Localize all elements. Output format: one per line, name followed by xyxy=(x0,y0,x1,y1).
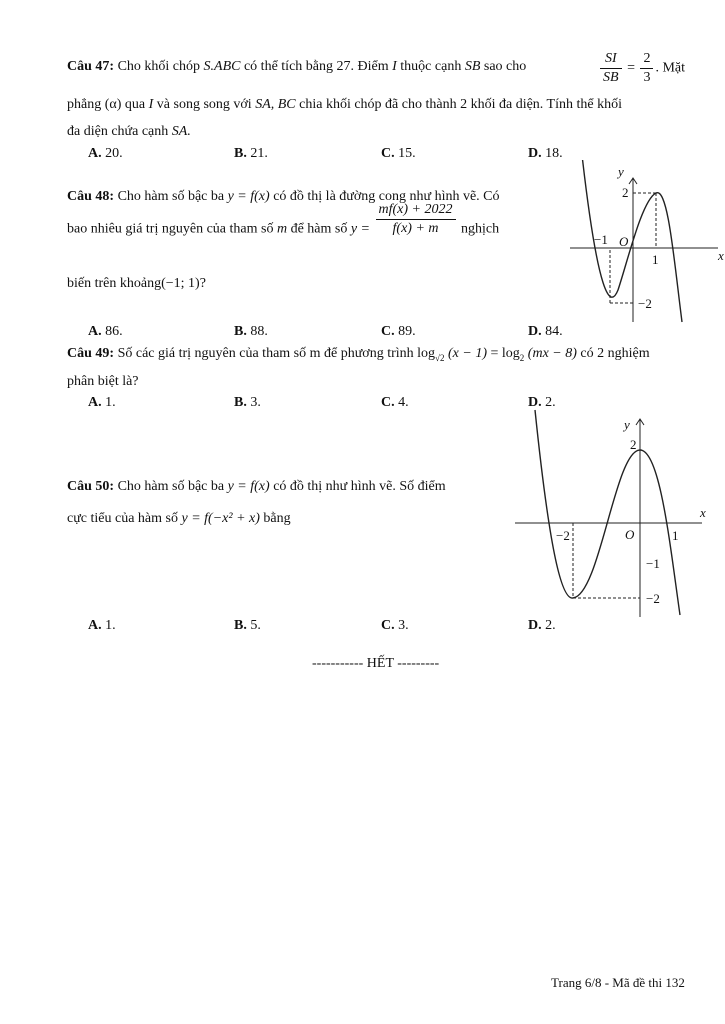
q48-graph xyxy=(570,160,725,325)
q47-text: có thể tích bằng xyxy=(243,59,333,74)
end-marker: ----------- HẾT --------- xyxy=(312,656,440,671)
q47-text: . Mặt xyxy=(655,60,686,76)
q47-edge: SA. xyxy=(171,124,191,139)
q48-tick-y-neg2: −2 xyxy=(638,296,652,311)
q49-arg-left: (x − 1) xyxy=(448,346,487,361)
q49-equation xyxy=(417,346,580,361)
q48-y-label: y xyxy=(618,164,624,179)
q49-log: = log xyxy=(490,346,520,361)
q47-text: Cho khối chóp xyxy=(117,59,201,74)
q48-line3 xyxy=(67,276,206,292)
q47-text: khối đa diện. Tính thể khối xyxy=(470,97,622,112)
q48-text: bao nhiêu giá trị nguyên của tham số xyxy=(67,221,274,237)
q50-tick-y-neg2: −2 xyxy=(646,591,660,606)
q48-option-d[interactable]: D. 84. xyxy=(528,324,563,339)
q48-option-b[interactable]: B. 88. xyxy=(234,324,268,339)
q47-text: Điểm xyxy=(357,59,389,74)
q48-label: Câu 48: xyxy=(67,189,115,204)
q50-option-a[interactable]: A. 1. xyxy=(88,618,116,633)
q48-yeq: y = xyxy=(350,221,371,237)
q47-text: chia khối chóp đã cho thành xyxy=(299,97,457,112)
q47-label: Câu 47: xyxy=(67,59,115,74)
q50-tick-x-1: 1 xyxy=(672,528,679,543)
q47-option-b[interactable]: B. 21. xyxy=(234,146,268,161)
q50-line1 xyxy=(67,479,446,495)
q50-tick-x-neg2: −2 xyxy=(556,528,570,543)
q48-text: Cho hàm số bậc ba xyxy=(117,189,225,204)
q50-line2 xyxy=(67,511,291,527)
q47-line1 xyxy=(67,59,526,75)
q47-edge: SB xyxy=(464,59,481,74)
q49-arg-right: (mx − 8) xyxy=(527,346,577,361)
q48-x-label: x xyxy=(718,248,724,263)
q49-line2 xyxy=(67,374,139,390)
q49-base-left: √2 xyxy=(435,352,445,363)
q48-origin: O xyxy=(619,234,629,249)
q50-text: Cho hàm số bậc ba xyxy=(117,479,225,494)
q47-text: qua xyxy=(124,97,146,112)
q47-option-c[interactable]: C. 15. xyxy=(381,146,416,161)
q50-text: có đồ thị như hình vẽ. Số điểm xyxy=(273,479,446,494)
q47-frac-si-sb: $\frac{SI}{SB}$ xyxy=(600,50,622,87)
q47-ratio xyxy=(598,50,685,87)
q49-text: Số các giá trị nguyên của tham số m để phương trình xyxy=(117,346,414,361)
q50-option-c[interactable]: C. 3. xyxy=(381,618,409,633)
q50-option-b[interactable]: B. 5. xyxy=(234,618,261,633)
q47-text: và song song với xyxy=(156,97,252,112)
page-footer: Trang 6/8 - Mã đề thi 132 xyxy=(551,975,685,990)
q48-tick-x-neg1: −1 xyxy=(594,232,608,247)
q47-point: I xyxy=(392,59,397,74)
q48-option-a[interactable]: A. 86. xyxy=(88,324,123,339)
q47-count: 2 xyxy=(460,97,468,112)
q47-parallel: SA, BC xyxy=(255,97,296,112)
q50-x-label: x xyxy=(700,505,706,520)
q49-line1 xyxy=(67,346,650,363)
q48-line2 xyxy=(67,202,500,238)
q49-log: log xyxy=(417,346,436,361)
q50-graph xyxy=(510,405,710,620)
q50-option-d[interactable]: D. 2. xyxy=(528,618,556,633)
q49-option-d[interactable]: D. 2. xyxy=(528,395,556,410)
q48-tick-x-1: 1 xyxy=(652,252,659,267)
q49-option-b[interactable]: B. 3. xyxy=(234,395,261,410)
q47-frac-2-3: $\frac{2}{3}$ xyxy=(640,50,653,87)
q50-curve xyxy=(535,410,680,615)
q50-tick-y-2: 2 xyxy=(630,437,637,452)
q47-text: phẳng xyxy=(67,97,102,112)
q48-text: biến trên khoảng xyxy=(67,276,162,291)
q47-equals: = xyxy=(627,60,635,76)
q47-option-d[interactable]: D. 18. xyxy=(528,146,563,161)
q48-frac: $\frac{mf(x) + 2022}{f(x) + m}$ xyxy=(376,201,456,238)
q49-option-c[interactable]: C. 4. xyxy=(381,395,409,410)
q47-text: thuộc cạnh xyxy=(400,59,462,74)
q48-interval: (−1; 1) xyxy=(161,276,200,291)
q50-text: cực tiểu của hàm số xyxy=(67,511,178,526)
q49-text: phân biệt là? xyxy=(67,374,139,389)
q47-line3 xyxy=(67,124,191,140)
q48-text: có đồ thị là đường cong như hình vẽ. Có xyxy=(273,189,500,204)
q50-label: Câu 50: xyxy=(67,479,115,494)
q47-option-a[interactable]: A. 20. xyxy=(88,146,123,161)
q47-plane: (α) xyxy=(104,97,122,112)
q49-text: có 2 nghiệm xyxy=(580,346,650,361)
q50-tick-y-neg1: −1 xyxy=(646,556,660,571)
q47-solid: S.ABC xyxy=(203,59,241,74)
q48-tick-y-2: 2 xyxy=(622,185,629,200)
q50-origin: O xyxy=(625,527,635,542)
q47-point: I xyxy=(148,97,154,112)
q47-text: đa diện chứa cạnh xyxy=(67,124,169,139)
q47-line2 xyxy=(67,97,622,113)
q50-y-label: y xyxy=(624,417,630,432)
q48-option-c[interactable]: C. 89. xyxy=(381,324,416,339)
q49-label: Câu 49: xyxy=(67,346,115,361)
q48-text: nghịch xyxy=(461,221,500,237)
q49-base-right: 2 xyxy=(519,352,525,363)
q50-func: y = f(x) xyxy=(227,479,270,494)
q47-volume: 27. xyxy=(336,59,354,74)
q50-func2: y = f(−x² + x) xyxy=(181,511,260,526)
q48-func: y = f(x) xyxy=(227,189,270,204)
q48-text: ? xyxy=(199,276,206,291)
q48-text: để hàm số xyxy=(290,221,348,237)
q49-option-a[interactable]: A. 1. xyxy=(88,395,116,410)
q50-text: bằng xyxy=(263,511,291,526)
q47-text: sao cho xyxy=(483,59,527,74)
q48-param: m xyxy=(276,221,288,237)
